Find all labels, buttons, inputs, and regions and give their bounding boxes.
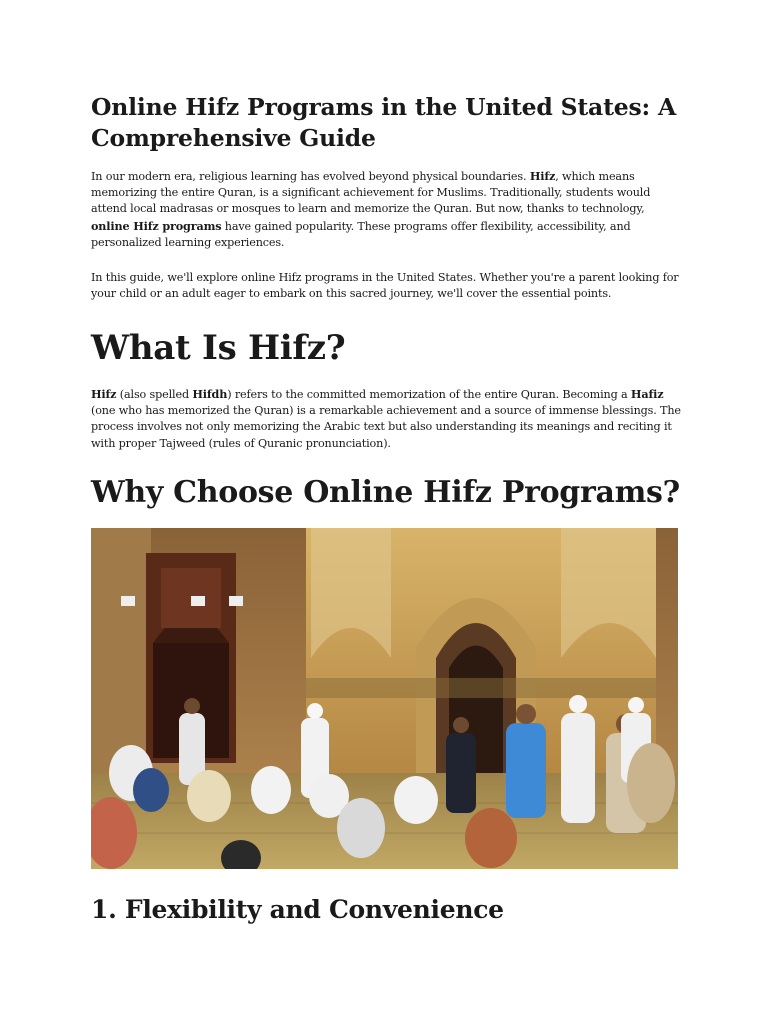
guide-paragraph: In this guide, we'll explore online Hifz programs in the United States. Whether you're a parent looking for your child or an adult eager to embark on this sacred journey, we'll cover the essential points. xyxy=(91,271,679,301)
mosque-interior-photo xyxy=(91,528,678,869)
text-run: ) refers to the committed memorization of the entire Quran. Becoming a xyxy=(227,388,631,401)
text-run: (one who has memorized the Quran) is a remarkable achievement and a source of immense blessings. The process involves not only memorizing the Arabic text but also understanding its meanings and reciting it with proper Tajweed (rules of Quranic pronunciation). xyxy=(91,404,681,450)
bold-term: online Hifz programs xyxy=(91,218,222,233)
what-is-hifz-paragraph xyxy=(91,386,681,452)
what-is-hifz-heading: What Is Hifz? xyxy=(91,328,346,368)
text-run: (also spelled xyxy=(116,388,193,401)
intro-paragraph xyxy=(91,168,681,251)
article-title: Online Hifz Programs in the United States: A Comprehensive Guide xyxy=(91,93,677,152)
text-run: In our modern era, religious learning has evolved beyond physical boundaries. xyxy=(91,170,530,183)
text-run: have gained popularity. These programs offer flexibility, accessibility, and personalized learning experiences. xyxy=(91,219,631,249)
bold-term: Hafiz xyxy=(630,387,664,401)
bold-term: Hifz xyxy=(91,387,117,401)
flexibility-heading: 1. Flexibility and Convenience xyxy=(91,895,504,924)
bold-term: Hifz xyxy=(529,169,556,183)
bold-term: Hifdh xyxy=(192,387,228,401)
text-run: , which means memorizing the entire Quran, is a significant achievement for Muslims. Traditionally, students would attend local madrasas or mosques to learn and memorize the Quran. But now, thanks to technology, xyxy=(91,170,651,216)
why-choose-heading: Why Choose Online Hifz Programs? xyxy=(91,475,680,510)
